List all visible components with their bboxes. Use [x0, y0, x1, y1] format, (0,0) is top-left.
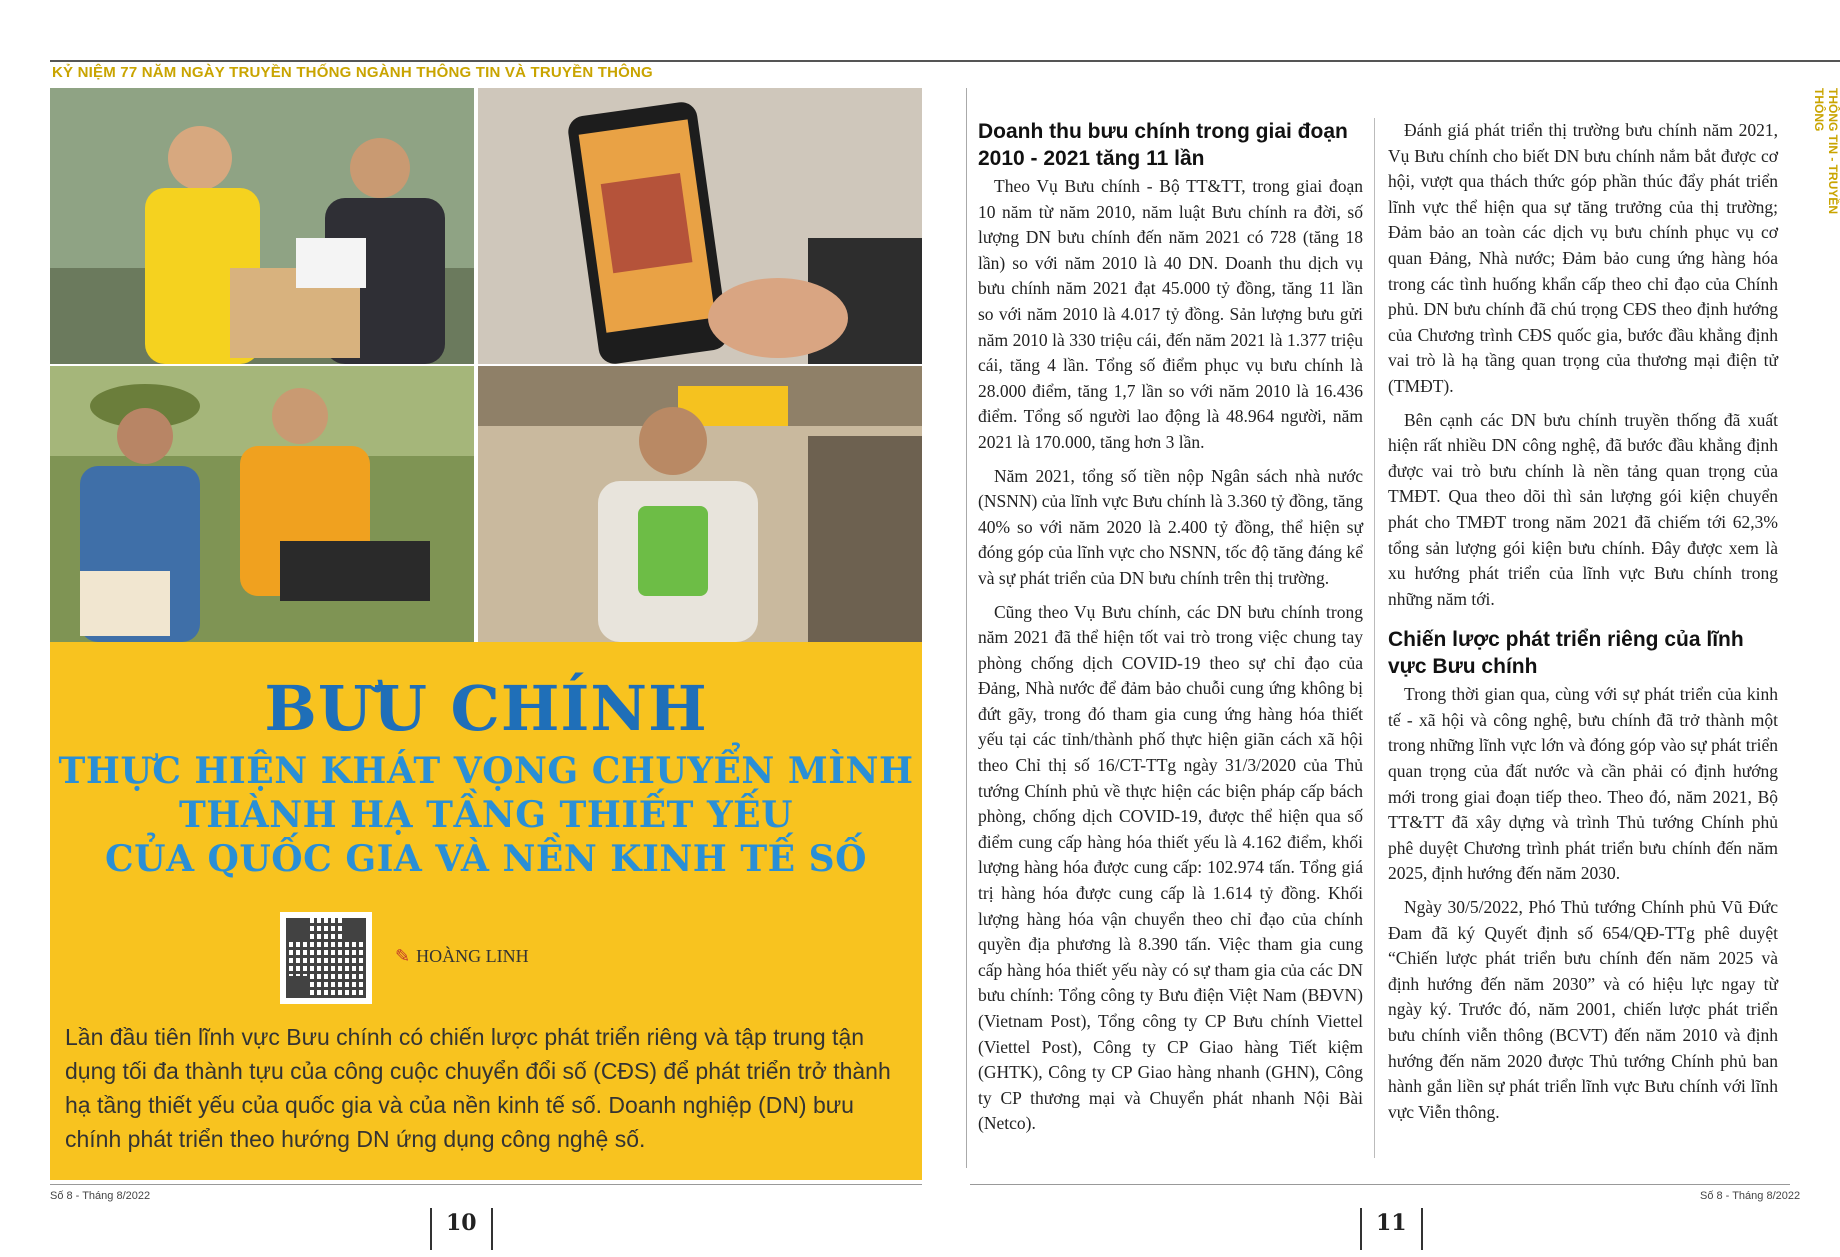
photo-field-workers [50, 366, 474, 642]
article-column-2 [1388, 118, 1778, 1133]
header-rule [50, 60, 1840, 62]
spine-rule [966, 88, 967, 1168]
footer-rule-left [50, 1184, 922, 1185]
author-byline [395, 946, 529, 967]
paragraph: Ngày 30/5/2022, Phó Thủ tướng Chính phủ Vũ Đức Đam đã ký Quyết định số 654/QĐ-TTg phê duyệt “Chiến lược phát triển bưu chính đến năm 2025 và định hướng đến năm 2030” và có hiệu lực ngay từ ngày ký. Trước đó, năm 2001, chiến lược phát triển bưu chính viễn thông (BCVT) đến năm 2010 và định hướng đến năm 2020 được Thủ tướng Chính phủ ban hành gắn liền sự phát triển lĩnh vực Bưu chính với lĩnh vực Viễn thông. [1388, 897, 1778, 1122]
paragraph: Trong thời gian qua, cùng với sự phát triển của kinh tế - xã hội và công nghệ, bưu chính đã trở thành một trong những lĩnh vực lớn và đóng góp vào sự phát triển quan trọng của đất nước và cần phải có định hướng mới trong giai đoạn tiếp theo. Theo đó, năm 2021, Bộ TT&TT đã xây dựng và trình Thủ tướng Chính phủ phê duyệt Chương trình phát triển bưu chính đến năm 2025, định hướng đến năm 2030. [1388, 684, 1778, 884]
photo-field-workers-image [50, 366, 474, 642]
paragraph: Năm 2021, tổng số tiền nộp Ngân sách nhà nước (NSNN) của lĩnh vực Bưu chính là 3.360 tỷ đồng, tăng 40% so với năm 2020 là 2.400 tỷ đồng, thể hiện sự đóng góp của lĩnh vực cho NSNN, tốc độ tăng đáng kể và sự phát triển của DN bưu chính trên thị trường. [978, 465, 1363, 588]
feature-subtitle-line-2: THÀNH HẠ TẦNG THIẾT YẾU [178, 794, 793, 836]
pen-icon: ✎ [395, 946, 411, 966]
photo-mobile-app [478, 88, 922, 364]
issue-label-right: Số 8 - Tháng 8/2022 [1700, 1190, 1801, 1202]
paragraph: Theo Vụ Bưu chính - Bộ TT&TT, trong giai đoạn 10 năm từ năm 2010, năm luật Bưu chính ra đời, số lượng DN bưu chính đến năm 2021 có 728 (tăng 18 lần) so với năm 2010 là 40 DN. Doanh thu dịch vụ bưu chính năm 2021 đạt 45.000 tỷ đồng, tăng 11 lần so với năm 2010 là 4.017 tỷ đồng. Sản lượng bưu gửi năm 2010 là 330 triệu cái, đến năm 2021 là 1.377 triệu cái, tăng 4 lần. Tổng số điểm phục vụ bưu chính là 28.000 điểm, tăng 1,7 lần so với năm 2010 là 16.436 điểm. Tổng số người lao động là 48.964 người, năm 2021 là 170.000, tăng hơn 3 lần. [978, 176, 1363, 452]
feature-subtitle-line-3: CỦA QUỐC GIA VÀ NỀN KINH TẾ SỐ [105, 838, 867, 880]
paragraph: Đánh giá phát triển thị trường bưu chính năm 2021, Vụ Bưu chính cho biết DN bưu chính nắm bắt được cơ hội, vượt qua thách thức góp phần thúc đẩy phát triển lĩnh vực thể hiện qua sự tăng trưởng của thị trường; Đảm bảo an toàn các dịch vụ bưu chính phục vụ cơ quan Đảng, Nhà nước; Đảm bảo cung ứng hàng hóa trong các tình huống khẩn cấp theo chỉ đạo của Chính phủ. DN bưu chính đã chú trọng CĐS theo định hướng của Chương trình CĐS quốc gia, bước đầu khẳng định vai trò là hạ tầng quan trọng của thương mại điện tử (TMĐT). [1388, 120, 1778, 396]
photo-postal-delivery [50, 88, 474, 364]
author-name: HOÀNG LINH [416, 946, 529, 966]
section-1-heading: Doanh thu bưu chính trong giai đoạn 2010 - 2021 tăng 11 lần [978, 120, 1348, 170]
qr-code[interactable] [280, 912, 372, 1004]
photo-mobile-app-image [478, 88, 922, 364]
photo-customer-image [478, 366, 922, 642]
lede-paragraph: Lần đầu tiên lĩnh vực Bưu chính có chiến lược phát triển riêng và tập trung tận dụng tối đa thành tựu của công cuộc chuyển đổi số (CĐS) để phát triển trở thành hạ tầng thiết yếu của quốc gia và của nền kinh tế số. Doanh nghiệp (DN) bưu chính phát triển theo hướng DN ứng dụng công nghệ số. [65, 1024, 891, 1152]
photo-customer [478, 366, 922, 642]
series-header: KỶ NIỆM 77 NĂM NGÀY TRUYỀN THỐNG NGÀNH THÔNG TIN VÀ TRUYỀN THÔNG [52, 64, 653, 81]
issue-label-left: Số 8 - Tháng 8/2022 [50, 1190, 151, 1202]
column-rule [1374, 118, 1375, 1158]
photo-postal-delivery-image [50, 88, 474, 364]
page-number-right: 11 [1360, 1208, 1423, 1250]
feature-panel [50, 642, 922, 1180]
paragraph: Cũng theo Vụ Bưu chính, các DN bưu chính trong năm 2021 đã thể hiện tốt vai trò trong việc chung tay phòng chống dịch COVID-19 theo sự chỉ đạo của Đảng, Nhà nước để đảm bảo chuỗi cung ứng không bị đứt gãy, trong đó tham gia cung ứng hàng hóa thiết yếu tại các tỉnh/thành phố thực hiện giãn cách xã hội theo Chỉ thị số 16/CT-TTg ngày 31/3/2020 của Thủ tướng Chính phủ về thực hiện các biện pháp cấp bách phòng, chống dịch COVID-19, được thể hiện qua số điểm cung cấp hàng hóa thiết yếu là 4.162 điểm, khối lượng hàng hóa được cung cấp: 102.974 tấn. Tổng giá trị hàng hóa được cung cấp là 1.614 tỷ đồng. Khối lượng hàng hóa vận chuyển theo chỉ đạo của chính quyền địa phương là 8.390 tấn. Việc tham gia cung cấp hàng hóa thiết yếu này có sự tham gia của các DN bưu chính: Tổng công ty Bưu điện Việt Nam (BĐVN) (Vietnam Post), Tổng công ty CP Bưu chính Viettel (Viettel Post), Công ty CP Giao hàng Tiết kiệm (GHTK), Công ty CP Giao hàng nhanh (GHN), Công ty CP thương mại và Chuyển phát nhanh Nội Bài (Netco). [978, 601, 1363, 1134]
qr-code-pattern [286, 918, 366, 998]
footer-rule-right [970, 1184, 1790, 1185]
feature-subtitle-line-1: THỰC HIỆN KHÁT VỌNG CHUYỂN MÌNH [58, 750, 914, 792]
page-number-left: 10 [430, 1208, 493, 1250]
section-2-heading: Chiến lược phát triển riêng của lĩnh vực Bưu chính [1388, 628, 1744, 679]
side-tab-label: THÔNG TIN - TRUYỀN THÔNG [1812, 88, 1840, 214]
article-column-1 [978, 118, 1363, 1145]
paragraph: Bên cạnh các DN bưu chính truyền thống đã xuất hiện rất nhiều DN công nghệ, đã bước đầu khẳng định được vai trò bưu chính là nền tảng quan trọng của TMĐT. Qua theo dõi thì sản lượng gói kiện chuyển phát cho TMĐT trong năm 2021 đã chiếm tới 62,3% tổng sản lượng gói kiện bưu chính. Đây được xem là xu hướng phát triển của lĩnh vực Bưu chính trong những năm tới. [1388, 409, 1778, 609]
feature-title: BƯU CHÍNH [264, 672, 708, 745]
side-tab [1812, 88, 1840, 228]
